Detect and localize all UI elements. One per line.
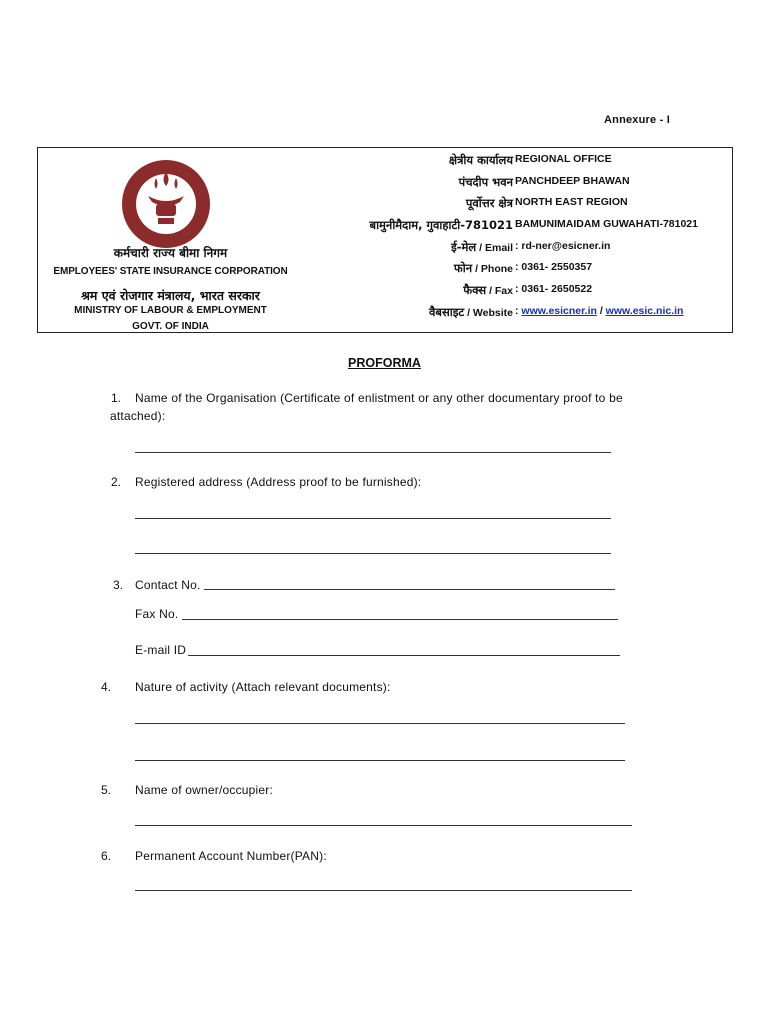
answer-line-activity-2[interactable] [135, 760, 625, 761]
address-row-building [303, 175, 731, 195]
answer-line-activity-1[interactable] [135, 723, 625, 724]
ministry-name-english: MINISTRY OF LABOUR & EMPLOYMENT [74, 305, 267, 316]
letterhead-box [37, 147, 733, 333]
website-link-esic[interactable]: www.esic.nic.in [605, 305, 684, 317]
question-owner-occupier: Name of owner/occupier: [135, 783, 273, 797]
question-number: 5. [101, 783, 112, 797]
contact-row-fax [303, 283, 731, 303]
address-row-city [303, 218, 731, 238]
question-number: 1. [111, 391, 122, 405]
label-hindi: बामुनीमैदाम, गुवाहाटी-781021 [369, 218, 513, 232]
label-hindi: पंचदीप भवन [458, 175, 513, 189]
question-registered-address: Registered address (Address proof to be furnished): [135, 475, 422, 489]
label-hindi: पूर्वोत्तर क्षेत्र [465, 196, 513, 210]
fax-value: : 0361- 2650522 [515, 283, 593, 295]
question-number: 3. [113, 578, 124, 592]
label-hindi: ई-मेल [451, 240, 477, 254]
question-number: 4. [101, 680, 112, 694]
question-contact-no: Contact No. [135, 578, 201, 592]
ministry-name-hindi: श्रम एवं रोजगार मंत्रालय, भारत सरकार [81, 288, 260, 303]
question-fax-no: Fax No. [135, 607, 179, 621]
answer-line-organisation[interactable] [135, 452, 611, 453]
address-value: PANCHDEEP BHAWAN [515, 175, 630, 187]
website-link-esicner[interactable]: www.esicner.in [521, 305, 597, 317]
label-hindi: क्षेत्रीय कार्यालय [448, 153, 513, 167]
label-hindi: वैबसाइट [429, 305, 465, 319]
address-value: REGIONAL OFFICE [515, 153, 612, 165]
label-hindi: फैक्स [463, 283, 487, 297]
question-number: 2. [111, 475, 122, 489]
address-row-region [303, 196, 731, 216]
answer-line-contact-no[interactable] [204, 589, 615, 590]
question-organisation-name-cont: attached): [110, 409, 166, 423]
address-row-office [303, 153, 731, 173]
answer-line-pan[interactable] [135, 890, 632, 891]
organisation-name-hindi: कर्मचारी राज्य बीमा निगम [113, 246, 228, 260]
contact-row-website [303, 305, 731, 325]
answer-line-address-2[interactable] [135, 553, 611, 554]
annexure-label: Annexure - I [604, 114, 670, 126]
label-hindi: फोन [453, 261, 473, 275]
label-english: / Fax [489, 285, 513, 297]
label-english: / Website [467, 307, 513, 319]
question-email-id: E-mail ID [135, 643, 187, 657]
answer-line-owner[interactable] [135, 825, 632, 826]
answer-line-fax-no[interactable] [182, 619, 618, 620]
address-value: NORTH EAST REGION [515, 196, 628, 208]
government-label: GOVT. OF INDIA [132, 321, 209, 332]
answer-line-address-1[interactable] [135, 518, 611, 519]
website-separator: / [596, 305, 606, 317]
question-organisation-name: Name of the Organisation (Certificate of enlistment or any other documentary proof to be [135, 391, 623, 405]
contact-row-phone [303, 261, 731, 281]
website-prefix: : [515, 305, 522, 317]
organisation-name-english: EMPLOYEES' STATE INSURANCE CORPORATION [53, 266, 288, 277]
contact-row-email [303, 240, 731, 260]
label-english: / Email [479, 242, 513, 254]
answer-line-email-id[interactable] [188, 655, 620, 656]
esic-logo [106, 154, 226, 250]
phone-value: : 0361- 2550357 [515, 261, 593, 273]
organisation-panel [38, 148, 303, 332]
email-value: : rd-ner@esicner.in [515, 240, 611, 252]
page-title: PROFORMA [348, 356, 421, 370]
address-value: BAMUNIMAIDAM GUWAHATI-781021 [515, 218, 698, 230]
question-number: 6. [101, 849, 112, 863]
question-nature-of-activity: Nature of activity (Attach relevant documents): [135, 680, 391, 694]
question-pan: Permanent Account Number(PAN): [135, 849, 327, 863]
label-english: / Phone [475, 263, 513, 275]
